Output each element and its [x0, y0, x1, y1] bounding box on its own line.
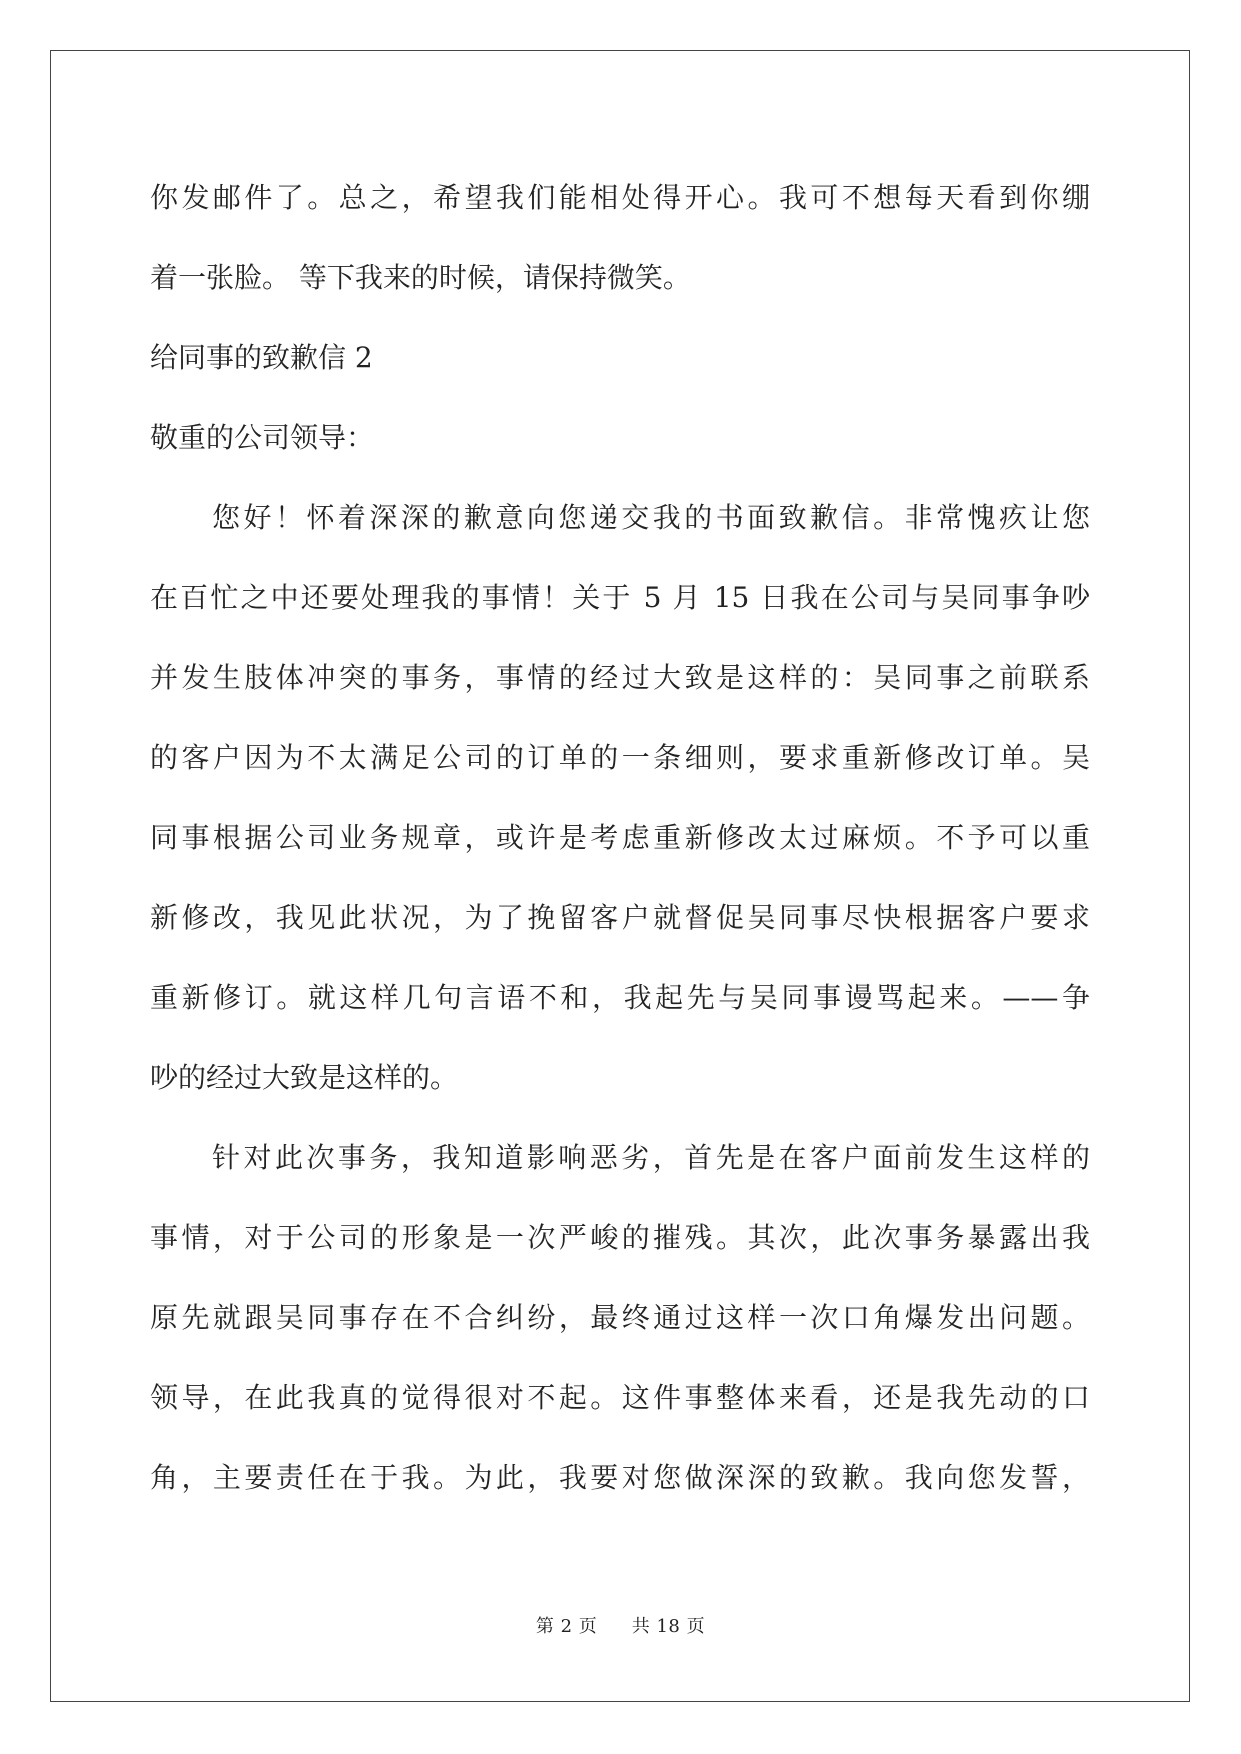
body-line: 针对此次事务，我知道影响恶劣，首先是在客户面前发生这样的	[212, 1141, 1090, 1174]
body-line: 领导，在此我真的觉得很对不起。这件事整体来看，还是我先动的口	[150, 1381, 1090, 1414]
body-line: 在百忙之中还要处理我的事情！关于 5 月 15 日我在公司与吴同事争吵	[150, 581, 1090, 614]
body-line: 事情，对于公司的形象是一次严峻的摧残。其次，此次事务暴露出我	[150, 1221, 1090, 1254]
body-line: 角，主要责任在于我。为此，我要对您做深深的致歉。我向您发誓，	[150, 1461, 1090, 1494]
body-line: 吵的经过大致是这样的。	[150, 1061, 459, 1094]
section-heading: 给同事的致歉信 2	[150, 341, 373, 374]
page-total: 共 18 页	[631, 1616, 706, 1637]
page-footer	[0, 1612, 1241, 1638]
page-number: 第 2 页	[535, 1616, 598, 1637]
body-line: 着一张脸。 等下我来的时候，请保持微笑。	[150, 261, 691, 294]
body-line: 并发生肢体冲突的事务，事情的经过大致是这样的：吴同事之前联系	[150, 661, 1090, 694]
body-line: 原先就跟吴同事存在不合纠纷，最终通过这样一次口角爆发出问题。	[150, 1301, 1090, 1334]
salutation: 敬重的公司领导：	[150, 421, 375, 454]
body-line: 新修改，我见此状况，为了挽留客户就督促吴同事尽快根据客户要求	[150, 901, 1090, 934]
document-body	[150, 158, 1090, 1518]
body-line: 的客户因为不太满足公司的订单的一条细则，要求重新修改订单。吴	[150, 741, 1090, 774]
body-line: 重新修订。就这样几句言语不和，我起先与吴同事谩骂起来。——争	[150, 981, 1090, 1014]
body-line: 您好！怀着深深的歉意向您递交我的书面致歉信。非常愧疚让您	[212, 501, 1090, 534]
body-line: 你发邮件了。总之，希望我们能相处得开心。我可不想每天看到你绷	[150, 181, 1090, 214]
body-line: 同事根据公司业务规章，或许是考虑重新修改太过麻烦。不予可以重	[150, 821, 1090, 854]
